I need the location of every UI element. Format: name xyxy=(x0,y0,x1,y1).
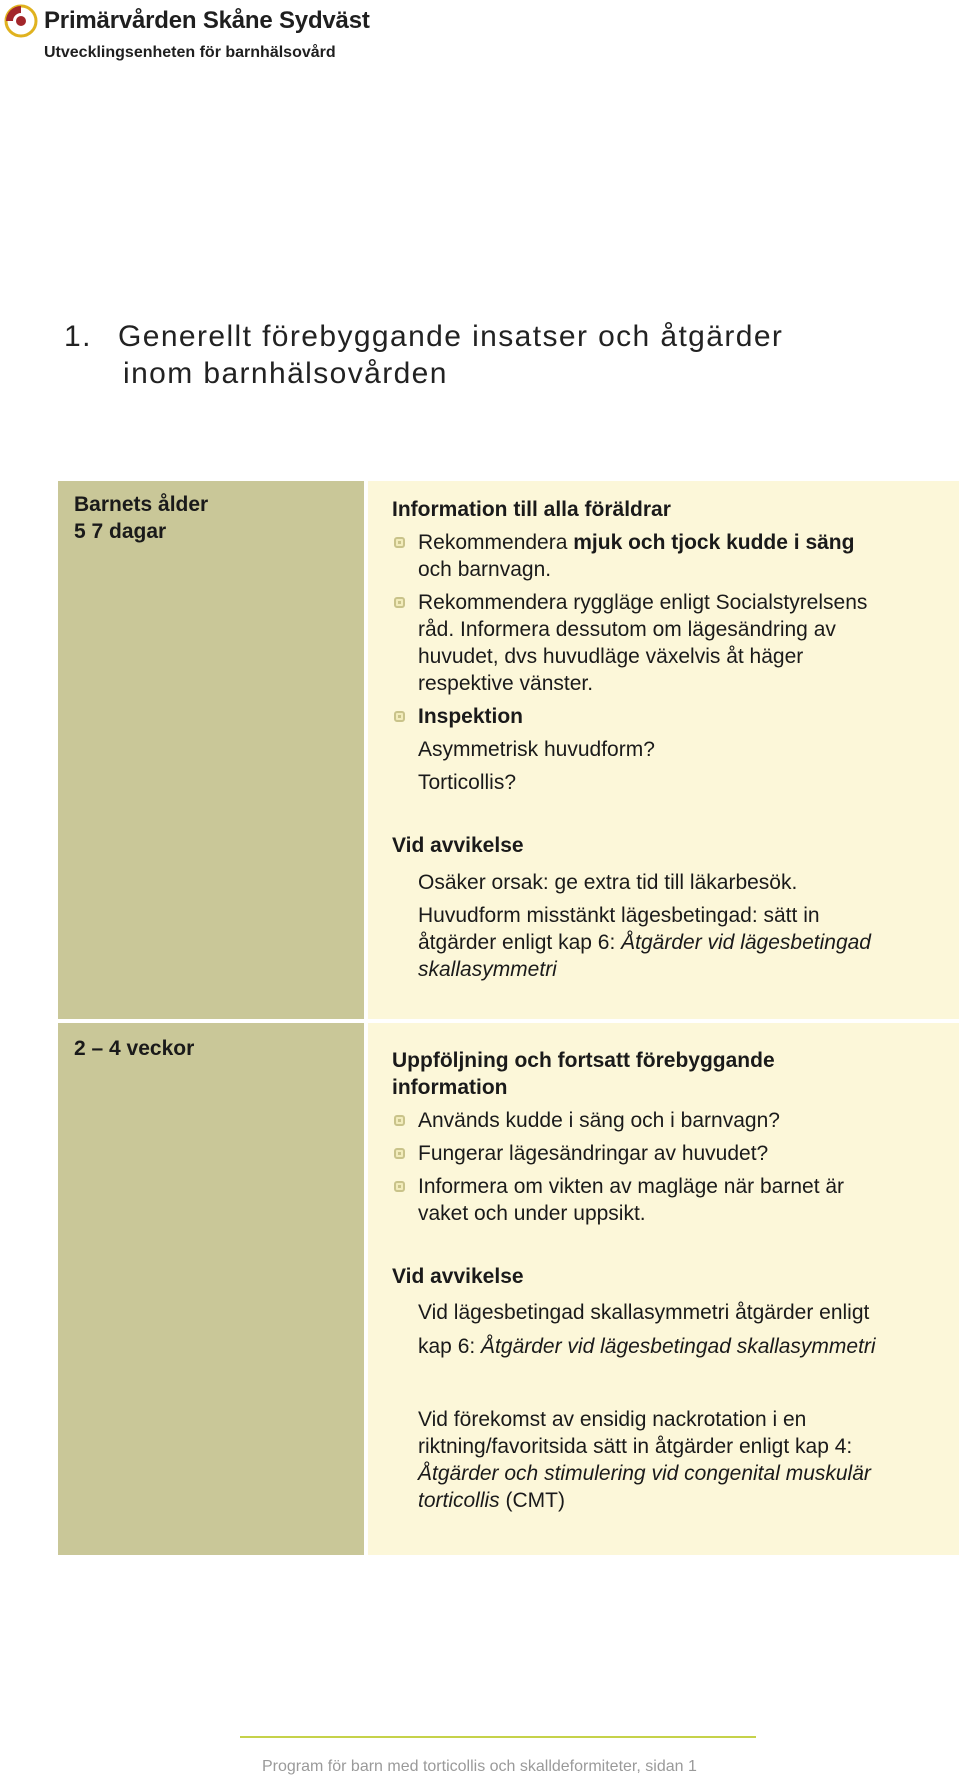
deviation-heading: Vid avvikelse xyxy=(392,1265,524,1288)
table-row xyxy=(58,481,959,1019)
chapter-reference: skallasymmetri xyxy=(418,958,557,981)
list-item-text: Rekommendera xyxy=(418,531,574,554)
bullet-icon xyxy=(394,711,405,722)
age-cell xyxy=(58,1023,364,1555)
deviation-line: (CMT) xyxy=(499,1489,565,1512)
list-item-text: Informera om vikten av magläge när barnet är xyxy=(418,1175,845,1198)
organization-name: Primärvården Skåne Sydväst xyxy=(44,7,370,34)
bullet-icon xyxy=(394,1181,405,1192)
list-item xyxy=(392,1140,949,1167)
page-footer: Program för barn med torticollis och skalldeformiteter, sidan 1 xyxy=(262,1758,697,1775)
chapter-reference: Åtgärder och stimulering vid congenital muskulär xyxy=(418,1462,871,1485)
deviation-text xyxy=(392,902,949,983)
section-heading: Information till alla föräldrar xyxy=(392,498,671,521)
deviation-text xyxy=(392,1296,949,1364)
title-line-1: Generellt förebyggande insatser och åtgärder xyxy=(118,320,784,353)
deviation-line: Vid lägesbetingad skallasymmetri åtgärder enligt xyxy=(418,1301,870,1324)
list-item-text: och barnvagn. xyxy=(418,558,552,581)
deviation-heading: Vid avvikelse xyxy=(392,834,524,857)
age-label: 2 – 4 veckor xyxy=(74,1037,195,1060)
bullet-icon xyxy=(394,1115,405,1126)
chapter-reference: Åtgärder vid lägesbetingad skallasymmetri xyxy=(481,1335,876,1358)
chapter-reference: torticollis xyxy=(418,1489,500,1512)
list-item-text: respektive vänster. xyxy=(418,672,594,695)
deviation-line: åtgärder enligt kap 6: xyxy=(418,931,622,954)
section-heading-line: information xyxy=(392,1076,508,1099)
deviation-line: Vid förekomst av ensidig nackrotation i en xyxy=(418,1408,807,1431)
inspection-question: Asymmetrisk huvudform? xyxy=(418,738,655,761)
bullet-icon xyxy=(394,1148,405,1159)
chapter-reference: Åtgärder vid lägesbetingad xyxy=(621,931,871,954)
organization-unit: Utvecklingsenheten för barnhälsovård xyxy=(44,44,336,61)
list-item-text: råd. Informera dessutom om lägesändring av xyxy=(418,618,836,641)
deviation-line: Huvudform misstänkt lägesbetingad: sätt in xyxy=(418,904,820,927)
page-header xyxy=(4,4,370,61)
organization-logo-icon xyxy=(4,4,38,38)
bullet-icon xyxy=(394,537,405,548)
age-cell xyxy=(58,481,364,1019)
footer-divider xyxy=(240,1736,756,1738)
title-line-2: inom barnhälsovården xyxy=(123,357,448,390)
age-value: 5 7 dagar xyxy=(74,520,167,543)
deviation-text xyxy=(392,1406,949,1514)
inspection-question: Torticollis? xyxy=(418,771,517,794)
deviation-line: kap 6: xyxy=(418,1335,482,1358)
list-item-text: Fungerar lägesändringar av huvudet? xyxy=(418,1142,769,1165)
list-item-emphasis: mjuk och tjock kudde i säng xyxy=(573,531,855,554)
bullet-icon xyxy=(394,597,405,608)
list-item xyxy=(392,589,949,697)
list-item-text: huvudet, dvs huvudläge växelvis åt häger xyxy=(418,645,804,668)
section-heading xyxy=(392,1047,949,1101)
deviation-text: Osäker orsak: ge extra tid till läkarbesök. xyxy=(418,871,798,894)
list-item xyxy=(392,1173,949,1227)
list-item-text: Används kudde i säng och i barnvagn? xyxy=(418,1109,780,1132)
page-title xyxy=(64,318,783,392)
care-table xyxy=(58,481,959,1555)
list-item-heading: Inspektion xyxy=(418,705,524,728)
list-item xyxy=(392,529,949,583)
section-heading-line: Uppföljning och fortsatt förebyggande xyxy=(392,1049,775,1072)
table-row xyxy=(58,1023,959,1555)
title-number: 1. xyxy=(64,320,92,353)
content-cell xyxy=(368,1023,959,1555)
list-item-text: vaket och under uppsikt. xyxy=(418,1202,646,1225)
deviation-line: riktning/favoritsida sätt in åtgärder enligt kap 4: xyxy=(418,1435,853,1458)
list-item xyxy=(392,703,949,730)
list-item xyxy=(392,1107,949,1134)
list-item-text: Rekommendera rygglägе enligt Socialstyrelsens xyxy=(418,591,868,614)
age-label: Barnets ålder xyxy=(74,493,209,516)
content-cell xyxy=(368,481,959,1019)
